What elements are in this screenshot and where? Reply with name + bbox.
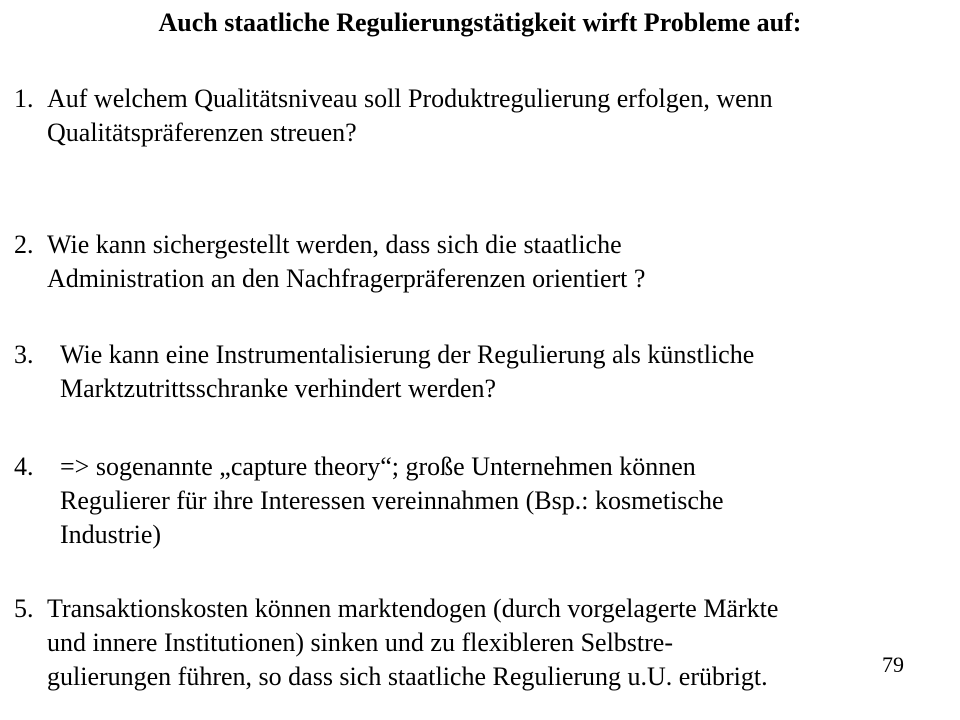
list-item-number: 5. <box>14 594 34 623</box>
list-item-line: Administration an den Nachfragerpräferenzen orientiert ? <box>47 264 646 293</box>
list-item-4 <box>14 450 949 552</box>
list-item-line: Wie kann eine Instrumentalisierung der Regulierung als künstliche <box>60 340 755 369</box>
page-number: 79 <box>882 652 904 677</box>
list-item-3 <box>14 338 949 406</box>
list-item-number: 4. <box>14 452 34 481</box>
slide-title: Auch staatliche Regulierungstätigkeit wirft Probleme auf: <box>158 8 802 37</box>
list-item-line: gulierungen führen, so dass sich staatliche Regulierung u.U. erübrigt. <box>47 662 768 691</box>
list-item-number: 3. <box>14 340 34 369</box>
list-item-line: Qualitätspräferenzen streuen? <box>47 118 357 147</box>
list-item-number: 2. <box>14 230 34 259</box>
list-item-line: Wie kann sichergestellt werden, dass sich die staatliche <box>47 230 622 259</box>
list-item-1 <box>14 82 949 150</box>
list-item-line: Industrie) <box>60 520 162 549</box>
list-item-line: Regulierer für ihre Interessen vereinnahmen (Bsp.: kosmetische <box>60 486 724 515</box>
list-item-2 <box>14 228 949 296</box>
list-item-number: 1. <box>14 84 34 113</box>
list-item-5 <box>14 592 949 694</box>
list-item-line: => sogenannte „capture theory“; große Unternehmen können <box>60 452 696 481</box>
list-item-line: Transaktionskosten können marktendogen (durch vorgelagerte Märkte <box>47 594 779 623</box>
list-item-line: Marktzutrittsschranke verhindert werden? <box>60 374 497 403</box>
list-item-line: und innere Institutionen) sinken und zu flexibleren Selbstre- <box>47 628 674 657</box>
list-item-line: Auf welchem Qualitätsniveau soll Produktregulierung erfolgen, wenn <box>47 84 773 113</box>
